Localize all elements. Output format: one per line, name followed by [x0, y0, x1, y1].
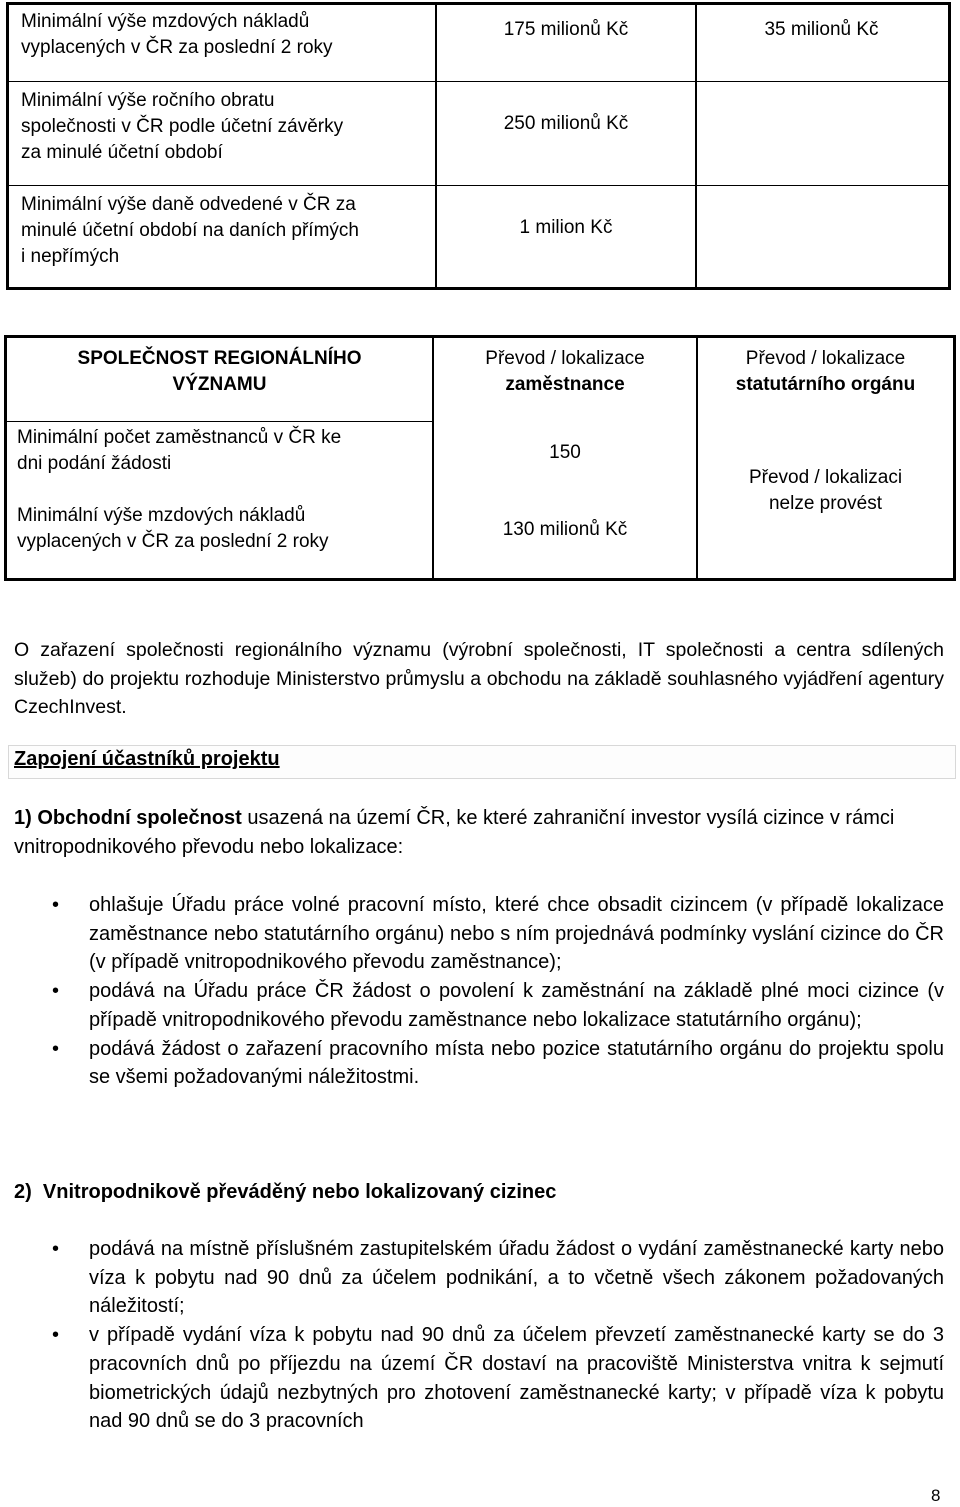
- section-1-title: Obchodní společnost: [37, 807, 242, 829]
- transfer-employee-header: [434, 346, 696, 398]
- section-2-heading: [14, 1178, 556, 1206]
- section-1-text: usazená na území ČR, ke které zahraniční investor vysílá cizince v rámci vnitropodnikového převodu nebo lokalizace:: [14, 807, 895, 858]
- label-line: Minimální počet zaměstnanců v ČR ke: [17, 427, 342, 448]
- label-line: vyplacených v ČR za poslední 2 roky: [21, 37, 333, 58]
- label-line: společnosti v ČR podle účetní závěrky: [21, 116, 344, 137]
- table-divider: [7, 421, 432, 422]
- table-row: [9, 5, 948, 81]
- bullet-icon: •: [52, 1037, 60, 1060]
- header-line: SPOLEČNOST REGIONÁLNÍHO: [77, 348, 362, 369]
- list-item: [52, 1235, 944, 1321]
- value-cell: 35 milionů Kč: [764, 19, 879, 40]
- page-number: 8: [931, 1486, 941, 1505]
- row-label: [9, 82, 437, 185]
- bullet-icon: •: [52, 980, 60, 1003]
- list-item-text: podává na místně příslušném zastupitelském úřadu žádost o vydání zaměstnanecké karty nebo víza k pobytu nad 90 dnů za účelem podnikání, a to včetně všech zákonem požadovaných náležitostí;: [89, 1238, 944, 1318]
- section-2-bullets: [52, 1235, 944, 1436]
- transfer-statutory-header: [698, 346, 953, 398]
- section-1-intro: [14, 804, 944, 861]
- label-line: Minimální výše mzdových nákladů: [21, 11, 310, 32]
- label-line: Minimální výše daně odvedené v ČR za: [21, 194, 356, 215]
- header-line: Převod / lokalizace: [485, 348, 645, 369]
- value-cell: [695, 82, 948, 185]
- value-cell: 250 milionů Kč: [503, 113, 629, 134]
- section-number: 2): [14, 1181, 32, 1203]
- label-line: dni podání žádosti: [17, 453, 172, 474]
- list-item: [52, 891, 944, 977]
- transfer-not-possible-note: [698, 465, 953, 517]
- value-cell: 1 milion Kč: [519, 217, 613, 238]
- bullet-icon: •: [52, 1238, 60, 1260]
- header-line: statutárního orgánu: [735, 374, 916, 395]
- section-1-bullets: [52, 891, 944, 1092]
- header-line: zaměstnance: [505, 374, 625, 395]
- list-item: [52, 1321, 944, 1436]
- regional-paragraph: O zařazení společnosti regionálního významu (výrobní společnosti, IT společnosti a centra sdílených služeb) do projektu rozhoduje Ministerstvo průmyslu a obchodu na základě souhlasného vyjádření agentury CzechInvest.: [14, 639, 944, 718]
- row-label: [9, 186, 437, 290]
- label-line: vyplacených v ČR za poslední 2 roky: [17, 531, 329, 552]
- note-line: Převod / lokalizaci: [748, 467, 903, 488]
- header-line: VÝZNAMU: [172, 374, 267, 395]
- section-number: 1): [14, 807, 32, 829]
- value-cell: 150: [549, 442, 581, 463]
- list-item-text: v případě vydání víza k pobytu nad 90 dnů za účelem převzetí zaměstnanecké karty se do 3 pracovních dnů po příjezdu na území ČR dostaví na pracoviště Ministerstva vnitra k sejmutí biometrických údajů nezbytných pro zhotovení zaměstnanecké karty; v případě víza k pobytu nad 90 dnů se do 3 pracovních: [89, 1324, 944, 1433]
- label-line: Minimální výše ročního obratu: [21, 90, 275, 111]
- value-cell: [695, 186, 948, 290]
- regional-header: [7, 346, 432, 398]
- label-line: minulé účetní období na daních přímých: [21, 220, 359, 241]
- label-line: za minulé účetní období: [21, 142, 223, 163]
- label-line: i nepřímých: [21, 246, 120, 267]
- list-item: [52, 1035, 944, 1092]
- value-cell: 175 milionů Kč: [503, 19, 629, 40]
- list-item-text: ohlašuje Úřadu práce volné pracovní místo, které chce obsadit cizincem (v případě lokalizace zaměstnance nebo statutárního orgánu) nebo s ním projednává podmínky vyslání cizince do ČR (v případě vnitropodnikového převodu zaměstnance);: [89, 894, 944, 974]
- table-row: [9, 82, 948, 185]
- list-item-text: podává žádost o zařazení pracovního místa nebo pozice statutárního orgánu do projektu spolu se všemi požadovanými náležitostmi.: [89, 1037, 944, 1089]
- row-label: [17, 425, 427, 477]
- regional-company-table: [4, 335, 956, 581]
- section-heading: Zapojení účastníků projektu: [14, 748, 280, 770]
- requirements-table: [6, 2, 951, 290]
- section-2-title: Vnitropodnikově převáděný nebo lokalizovaný cizinec: [42, 1181, 557, 1203]
- header-line: Převod / lokalizace: [745, 348, 906, 369]
- bullet-icon: •: [52, 894, 60, 916]
- list-item: [52, 977, 944, 1034]
- note-line: nelze provést: [768, 493, 882, 514]
- row-label: [17, 503, 427, 555]
- row-label: [9, 5, 437, 81]
- bullet-icon: •: [52, 1324, 60, 1347]
- list-item-text: podává na Úřadu práce ČR žádost o povolení k zaměstnání na základě plné moci cizince (v případě vnitropodnikového převodu zaměstnance nebo lokalizace statutárního orgánu);: [89, 980, 944, 1031]
- label-line: Minimální výše mzdových nákladů: [17, 505, 306, 526]
- value-cell: 130 milionů Kč: [502, 519, 628, 540]
- table-row: [9, 186, 948, 290]
